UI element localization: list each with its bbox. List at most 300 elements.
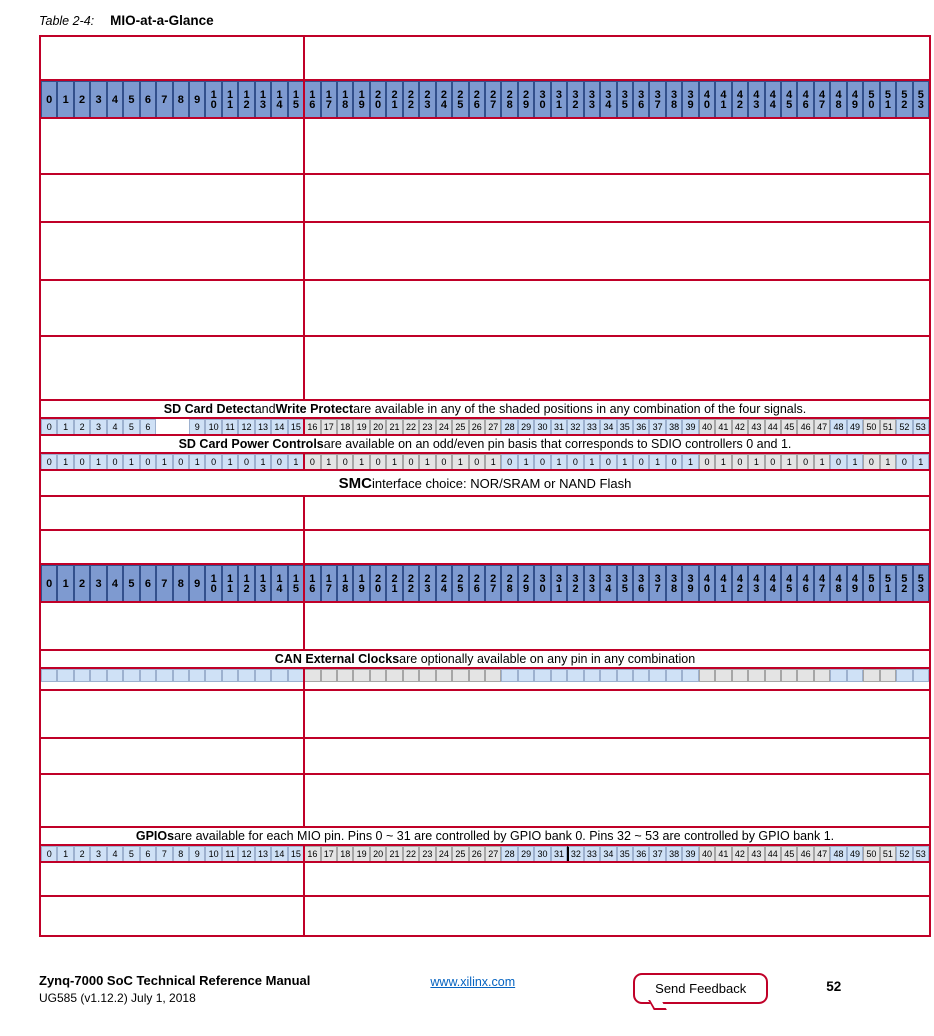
pin-cell [271, 669, 287, 682]
pin-cell [567, 669, 583, 682]
pin-cell: 1 [913, 454, 929, 471]
pin-cell: 45 [781, 419, 797, 436]
pin-cell [617, 669, 633, 682]
pin-cell: 4 1 [715, 565, 731, 603]
pin-cell: 3 1 [551, 565, 567, 603]
pin-cell: 0 [765, 454, 781, 471]
pin-cell: 4 4 [765, 81, 781, 119]
pin-cell [732, 669, 748, 682]
pin-cell [699, 669, 715, 682]
pin-cell: 1 7 [321, 565, 337, 603]
pin-cell: 2 0 [370, 565, 386, 603]
pin-cell: 1 8 [337, 81, 353, 119]
pin-cell [534, 669, 550, 682]
pin-cell: 0 [370, 454, 386, 471]
pin-cell: 34 [600, 846, 616, 863]
pin-cell: 0 [41, 454, 57, 471]
pin-cell [222, 669, 238, 682]
pin-cell: 0 [732, 454, 748, 471]
pin-cell: 4 7 [814, 565, 830, 603]
pin-cell: 0 [600, 454, 616, 471]
pin-cell [107, 669, 123, 682]
page-footer [39, 973, 919, 1005]
pin-cell: 1 4 [271, 81, 287, 119]
pin-cell: 38 [666, 846, 682, 863]
pin-cell: 3 8 [666, 565, 682, 603]
pin-cell: 46 [797, 846, 813, 863]
pin-cell [584, 669, 600, 682]
send-feedback-button[interactable] [633, 973, 768, 1004]
table-number: Table 2-4: [39, 14, 95, 28]
pin-cell [880, 669, 896, 682]
pin-cell: 1 9 [353, 81, 369, 119]
pin-cell: 20 [370, 419, 386, 436]
pin-cell [847, 669, 863, 682]
pin-cell: 50 [863, 419, 879, 436]
pin-cell [600, 669, 616, 682]
pin-cell: 3 8 [666, 81, 682, 119]
pin-cell: 5 [123, 419, 139, 436]
pin-cell: 0 [699, 454, 715, 471]
pin-cell: 3 4 [600, 81, 616, 119]
pin-cell: 3 [90, 419, 106, 436]
pin-cell: 32 [567, 419, 583, 436]
pin-cell [173, 669, 189, 682]
pin-cell: 4 [107, 81, 123, 119]
pin-cell: 33 [584, 419, 600, 436]
pin-cell: 6 [140, 565, 156, 603]
pin-cell: 39 [682, 419, 698, 436]
pin-cell: 2 8 [501, 81, 517, 119]
pin-cell: 2 [74, 419, 90, 436]
pin-cell: 1 5 [288, 81, 304, 119]
pin-cell: 5 1 [880, 565, 896, 603]
pin-cell: 6 [140, 81, 156, 119]
pin-cell: 21 [386, 846, 402, 863]
pin-cell: 1 0 [205, 81, 221, 119]
pin-cell: 1 [288, 454, 304, 471]
pin-cell: 13 [255, 846, 271, 863]
pin-cell: 2 6 [469, 565, 485, 603]
pin-cell: 3 6 [633, 81, 649, 119]
band-nand [41, 529, 929, 563]
pin-cell [238, 669, 254, 682]
pin-cell: 23 [419, 846, 435, 863]
pin-cell: 0 [403, 454, 419, 471]
pin-cell: 2 9 [518, 565, 534, 603]
pin-cell: 2 8 [501, 565, 517, 603]
pin-cell: 0 [173, 454, 189, 471]
pin-cell: 36 [633, 419, 649, 436]
pin-cell: 5 1 [880, 81, 896, 119]
band-pin-header-top [41, 79, 929, 117]
note-text: SD Card Power Controls [178, 437, 324, 451]
pin-cell: 41 [715, 846, 731, 863]
pin-cell: 28 [501, 846, 517, 863]
pin-cell [123, 669, 139, 682]
pin-cell: 1 [90, 454, 106, 471]
pin-cell: 1 [485, 454, 501, 471]
pin-cell: 4 6 [797, 81, 813, 119]
pin-cell: 1 [57, 419, 73, 436]
pin-cell [913, 669, 929, 682]
pin-cell: 5 0 [863, 565, 879, 603]
pin-cell: 0 [238, 454, 254, 471]
pin-cell: 27 [485, 419, 501, 436]
pin-cell: 2 2 [403, 81, 419, 119]
pin-cell: 0 [41, 846, 57, 863]
pin-cell: 2 0 [370, 81, 386, 119]
pin-cell: 39 [682, 846, 698, 863]
note-text: interface choice: NOR/SRAM or NAND Flash [371, 475, 632, 491]
pin-cell: 32 [567, 846, 583, 863]
pin-cell: 5 0 [863, 81, 879, 119]
pin-cell: 0 [41, 565, 57, 603]
pin-cell: 1 [57, 565, 73, 603]
pin-cell: 7 [156, 565, 172, 603]
pin-cell: 4 0 [699, 565, 715, 603]
pin-cell [205, 669, 221, 682]
pin-cell: 5 2 [896, 81, 912, 119]
pin-cell: 1 [781, 454, 797, 471]
pin-cell [452, 669, 468, 682]
pin-cell: 4 [107, 419, 123, 436]
pin-cell: 4 [107, 565, 123, 603]
pin-cell: 6 [140, 846, 156, 863]
pin-cell: 48 [830, 846, 846, 863]
pin-cell [781, 669, 797, 682]
pin-cell: 53 [913, 846, 929, 863]
pin-cell: 0 [304, 454, 320, 471]
pin-cell [304, 669, 320, 682]
pin-cell: 1 [255, 454, 271, 471]
pin-cell: 16 [304, 846, 320, 863]
pin-cell [140, 669, 156, 682]
table-title: MIO-at-a-Glance [110, 13, 214, 28]
band-sdio [41, 335, 929, 399]
pin-cell: 0 [140, 454, 156, 471]
pin-cell [353, 669, 369, 682]
pin-cell: 22 [403, 846, 419, 863]
pin-cell: 4 2 [732, 81, 748, 119]
pin-cell [469, 669, 485, 682]
table-caption [39, 12, 934, 30]
pin-cell [715, 669, 731, 682]
page-number: 52 [826, 979, 842, 994]
pin-cell: 1 6 [304, 565, 320, 603]
pin-cell: 31 [551, 419, 567, 436]
pin-cell: 3 2 [567, 81, 583, 119]
pin-cell: 5 3 [913, 565, 929, 603]
pin-cell: 47 [814, 419, 830, 436]
pin-cell: 36 [633, 846, 649, 863]
band-nor-sram [41, 495, 929, 529]
pin-cell: 5 [123, 81, 139, 119]
pin-cell: 27 [485, 846, 501, 863]
pin-cell [765, 669, 781, 682]
pin-cell [633, 669, 649, 682]
xilinx-link[interactable]: www.xilinx.com [430, 975, 516, 989]
pin-cell: 12 [238, 846, 254, 863]
pin-cell: 42 [732, 846, 748, 863]
pin-cell: 3 [90, 81, 106, 119]
pin-cell [501, 669, 517, 682]
pin-cell: 1 [584, 454, 600, 471]
pin-cell: 3 5 [617, 81, 633, 119]
pin-cell: 29 [518, 419, 534, 436]
pin-cell: 1 [617, 454, 633, 471]
band-can [41, 601, 929, 649]
pin-cell: 37 [649, 419, 665, 436]
pin-cell: 34 [600, 419, 616, 436]
pin-cell: 48 [830, 419, 846, 436]
pin-cell: 44 [765, 419, 781, 436]
pin-cell: 1 [353, 454, 369, 471]
pin-cell: 52 [896, 846, 912, 863]
pin-cell: 8 [173, 81, 189, 119]
pin-cell: 0 [469, 454, 485, 471]
pin-cell: 4 3 [748, 81, 764, 119]
pin-cell: 14 [271, 419, 287, 436]
pin-cell [419, 669, 435, 682]
pin-cell [337, 669, 353, 682]
pin-cell [551, 669, 567, 682]
pin-cell: 1 2 [238, 565, 254, 603]
pin-cell: 4 2 [732, 565, 748, 603]
pin-cell: 3 5 [617, 565, 633, 603]
pin-cell: 17 [321, 846, 337, 863]
pin-cell: 4 0 [699, 81, 715, 119]
pin-cell [156, 669, 172, 682]
pin-cell: 19 [353, 846, 369, 863]
pin-cell: 1 1 [222, 565, 238, 603]
pin-cell: 0 [436, 454, 452, 471]
pin-cell: 1 [847, 454, 863, 471]
pin-cell: 1 [57, 81, 73, 119]
pin-cell [41, 669, 57, 682]
pin-cell: 4 7 [814, 81, 830, 119]
pin-cell: 3 7 [649, 565, 665, 603]
pin-cell: 1 8 [337, 565, 353, 603]
pin-cell: 19 [353, 419, 369, 436]
pin-cell: 2 3 [419, 81, 435, 119]
pin-cell: 4 8 [830, 565, 846, 603]
pin-cell: 1 6 [304, 81, 320, 119]
pin-cell: 38 [666, 419, 682, 436]
pin-cell: 4 5 [781, 565, 797, 603]
doc-info [39, 973, 310, 1005]
pin-cell: 46 [797, 419, 813, 436]
pin-cell: 16 [304, 419, 320, 436]
note-text: Write Protect [275, 402, 354, 416]
pin-cell: 40 [699, 419, 715, 436]
pin-cell: 30 [534, 846, 550, 863]
pin-cell [863, 669, 879, 682]
pin-cell: 11 [222, 846, 238, 863]
band-i2c [41, 737, 929, 773]
pin-cell: 0 [271, 454, 287, 471]
band-trace-port [41, 895, 929, 935]
pin-cell: 3 [90, 565, 106, 603]
pin-cell: 1 [57, 454, 73, 471]
pin-cell: 3 4 [600, 565, 616, 603]
pin-cell: 1 [386, 454, 402, 471]
pin-cell: 1 [57, 846, 73, 863]
band-text-gpio [41, 826, 929, 844]
pin-cell: 9 [189, 81, 205, 119]
pin-cell [748, 669, 764, 682]
pin-cell: 0 [205, 454, 221, 471]
pin-cell: 1 [321, 454, 337, 471]
pin-cell [485, 669, 501, 682]
pin-cell: 0 [830, 454, 846, 471]
pin-cell: 3 1 [551, 81, 567, 119]
pin-cell: 2 1 [386, 565, 402, 603]
pin-cell: 0 [863, 454, 879, 471]
note-text: CAN External Clocks [274, 652, 400, 666]
band-availability [41, 117, 929, 173]
pin-cell: 53 [913, 419, 929, 436]
pin-cell: 2 7 [485, 565, 501, 603]
pin-cell: 0 [107, 454, 123, 471]
band-spi [41, 279, 929, 335]
pin-cell: 2 9 [518, 81, 534, 119]
pin-cell: 41 [715, 419, 731, 436]
pin-cell [436, 669, 452, 682]
pin-cell: 15 [288, 846, 304, 863]
pin-cell: 2 [74, 565, 90, 603]
pin-cell: 0 [567, 454, 583, 471]
pin-cell: 1 4 [271, 565, 287, 603]
pin-cell: 29 [518, 846, 534, 863]
pin-cell: 3 3 [584, 565, 600, 603]
note-text: are optionally available on any pin in any combination [399, 652, 696, 666]
note-text: are available in any of the shaded positions in any combination of the four signals. [353, 402, 807, 416]
band-bootmode-ethernet [41, 173, 929, 221]
pin-cell: 47 [814, 846, 830, 863]
note-text: GPIOs [135, 829, 175, 843]
pin-cell: 1 [814, 454, 830, 471]
pin-cell: 25 [452, 846, 468, 863]
pin-cell: 6 [140, 419, 156, 436]
pin-cell: 7 [156, 846, 172, 863]
band-text-sd-power [41, 434, 929, 452]
pin-cell: 1 [649, 454, 665, 471]
note-text: are available on an odd/even pin basis that corresponds to SDIO controllers 0 and 1. [323, 437, 792, 451]
pin-cell: 43 [748, 846, 764, 863]
pin-cell: 0 [501, 454, 517, 471]
pin-cell: 3 6 [633, 565, 649, 603]
pin-cell: 1 3 [255, 81, 271, 119]
pin-cell: 4 8 [830, 81, 846, 119]
pin-cell: 9 [189, 419, 205, 436]
pin-cell: 5 [123, 565, 139, 603]
pin-cell: 28 [501, 419, 517, 436]
pin-cell: 1 2 [238, 81, 254, 119]
pin-cell: 2 7 [485, 81, 501, 119]
pin-cell: 1 [880, 454, 896, 471]
pin-cell: 1 9 [353, 565, 369, 603]
pin-cell: 44 [765, 846, 781, 863]
pin-cell: 1 [551, 454, 567, 471]
pin-cell: 3 2 [567, 565, 583, 603]
note-text: SMC [338, 474, 372, 492]
band-text-sd-detect [41, 399, 929, 417]
mio-at-a-glance-table [39, 35, 931, 937]
band-pins-sd-detect [41, 417, 929, 434]
pin-cell: 1 [452, 454, 468, 471]
pin-cell: 0 [896, 454, 912, 471]
pin-cell: 2 [74, 81, 90, 119]
band-pjtag [41, 861, 929, 895]
pin-cell: 18 [337, 419, 353, 436]
pin-cell: 3 3 [584, 81, 600, 119]
pin-cell: 2 6 [469, 81, 485, 119]
pin-cell: 0 [797, 454, 813, 471]
pin-cell: 3 0 [534, 81, 550, 119]
pin-cell: 2 [74, 846, 90, 863]
pin-cell [189, 669, 205, 682]
pin-cell: 4 9 [847, 81, 863, 119]
pin-cell [797, 669, 813, 682]
pin-cell: 4 5 [781, 81, 797, 119]
pin-cell: 4 9 [847, 565, 863, 603]
pin-cell: 3 7 [649, 81, 665, 119]
pin-cell: 7 [156, 81, 172, 119]
pin-cell [814, 669, 830, 682]
pin-cell: 0 [41, 419, 57, 436]
pin-cell: 31 [551, 846, 567, 863]
pin-cell: 1 1 [222, 81, 238, 119]
doc-title: Zynq-7000 SoC Technical Reference Manual [39, 973, 311, 988]
pin-cell: 3 [90, 846, 106, 863]
pin-cell: 15 [288, 419, 304, 436]
pin-cell: 2 2 [403, 565, 419, 603]
pin-cell: 35 [617, 419, 633, 436]
pin-cell: 1 [748, 454, 764, 471]
pin-cell: 37 [649, 846, 665, 863]
pin-cell: 2 1 [386, 81, 402, 119]
band-pins-gpio [41, 844, 929, 861]
pin-cell: 3 9 [682, 81, 698, 119]
pin-cell: 5 2 [896, 565, 912, 603]
pin-cell [74, 669, 90, 682]
pin-cell: 0 [633, 454, 649, 471]
pin-cell [57, 669, 73, 682]
pin-cell: 8 [173, 846, 189, 863]
pin-cell: 0 [74, 454, 90, 471]
pin-cell: 13 [255, 419, 271, 436]
pin-cell: 2 3 [419, 565, 435, 603]
pin-cell: 4 3 [748, 565, 764, 603]
pin-cell: 14 [271, 846, 287, 863]
pin-cell: 22 [403, 419, 419, 436]
pin-cell: 0 [41, 81, 57, 119]
pin-cell [666, 669, 682, 682]
pin-cell: 43 [748, 419, 764, 436]
pin-cell: 1 [715, 454, 731, 471]
pin-cell: 1 [123, 454, 139, 471]
pin-cell: 25 [452, 419, 468, 436]
band-pin-header-mid [41, 563, 929, 601]
pin-cell: 50 [863, 846, 879, 863]
pin-cell: 35 [617, 846, 633, 863]
pin-cell [403, 669, 419, 682]
pin-cell: 1 0 [205, 565, 221, 603]
pin-cell: 0 [534, 454, 550, 471]
pin-cell [370, 669, 386, 682]
note-text: are available for each MIO pin. Pins 0 ~ 31 are controlled by GPIO bank 0. Pins 32 ~ 53 are controlled by GPIO bank 1. [174, 829, 835, 843]
